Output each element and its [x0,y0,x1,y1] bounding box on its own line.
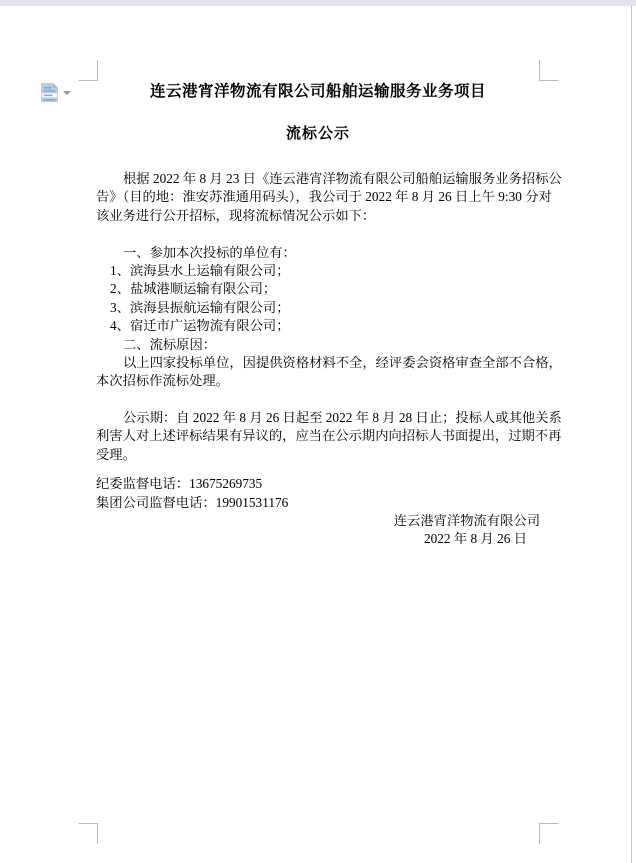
doc-line: 集团公司监督电话：19901531176 [96,494,289,510]
doc-line: 2022 年 8 月 26 日 [423,531,527,547]
doc-line: 根据 2022 年 8 月 23 日《连云港宵洋物流有限公司船舶运输服务业务招标公 [123,171,562,186]
doc-line: 受理。 [96,446,136,462]
document-lines [96,170,562,549]
doc-line: 该业务进行公开招标，现将流标情况公示如下： [96,207,376,223]
doc-line: 2、盐城港顺运输有限公司； [110,281,277,297]
doc-line: 1、滨海县水上运输有限公司； [110,262,290,278]
blank-line [96,464,540,475]
text-boundary-mark-bottom-left [79,823,98,844]
document-title: 连云港宵洋物流有限公司船舶运输服务业务项目 [149,83,486,100]
page-right-edge [631,6,632,863]
doc-line: 本次招标作流标处理。 [96,373,229,389]
doc-line: 告》（目的地：淮安苏淮通用码头），我公司于 2022 年 8 月 26 日上午 9:30 分对 [96,189,552,205]
doc-line: 以上四家投标单位，因提供资格材料不全，经评委会资格审查全部不合格， [123,354,562,370]
doc-line: 4、宿迁市广运物流有限公司； [110,318,290,334]
document-object-button[interactable] [40,81,74,103]
document-subtitle: 流标公示 [285,126,350,142]
window-top-strip [0,0,636,6]
blank-line [96,391,540,409]
doc-line: 二、流标原因： [123,336,217,352]
doc-line: 利害人对上述评标结果有异议的，应当在公示期内向招标人书面提出，过期不再 [96,428,562,444]
document-icon [40,82,59,103]
doc-line: 连云港宵洋物流有限公司 [393,513,540,529]
blank-line [96,225,540,243]
chevron-down-icon [63,91,71,95]
doc-line: 公示期：自 2022 年 8 月 26 日起至 2022 年 8 月 28 日止；投标人或其他关系 [123,410,562,426]
doc-line: 一、参加本次投标的单位有： [123,244,296,260]
doc-line: 3、滨海县振航运输有限公司； [110,299,290,315]
text-boundary-mark-top-right [539,60,558,81]
doc-line: 纪委监督电话：13675269735 [96,476,263,492]
text-boundary-mark-bottom-right [539,823,558,844]
text-boundary-mark-top-left [79,60,98,81]
